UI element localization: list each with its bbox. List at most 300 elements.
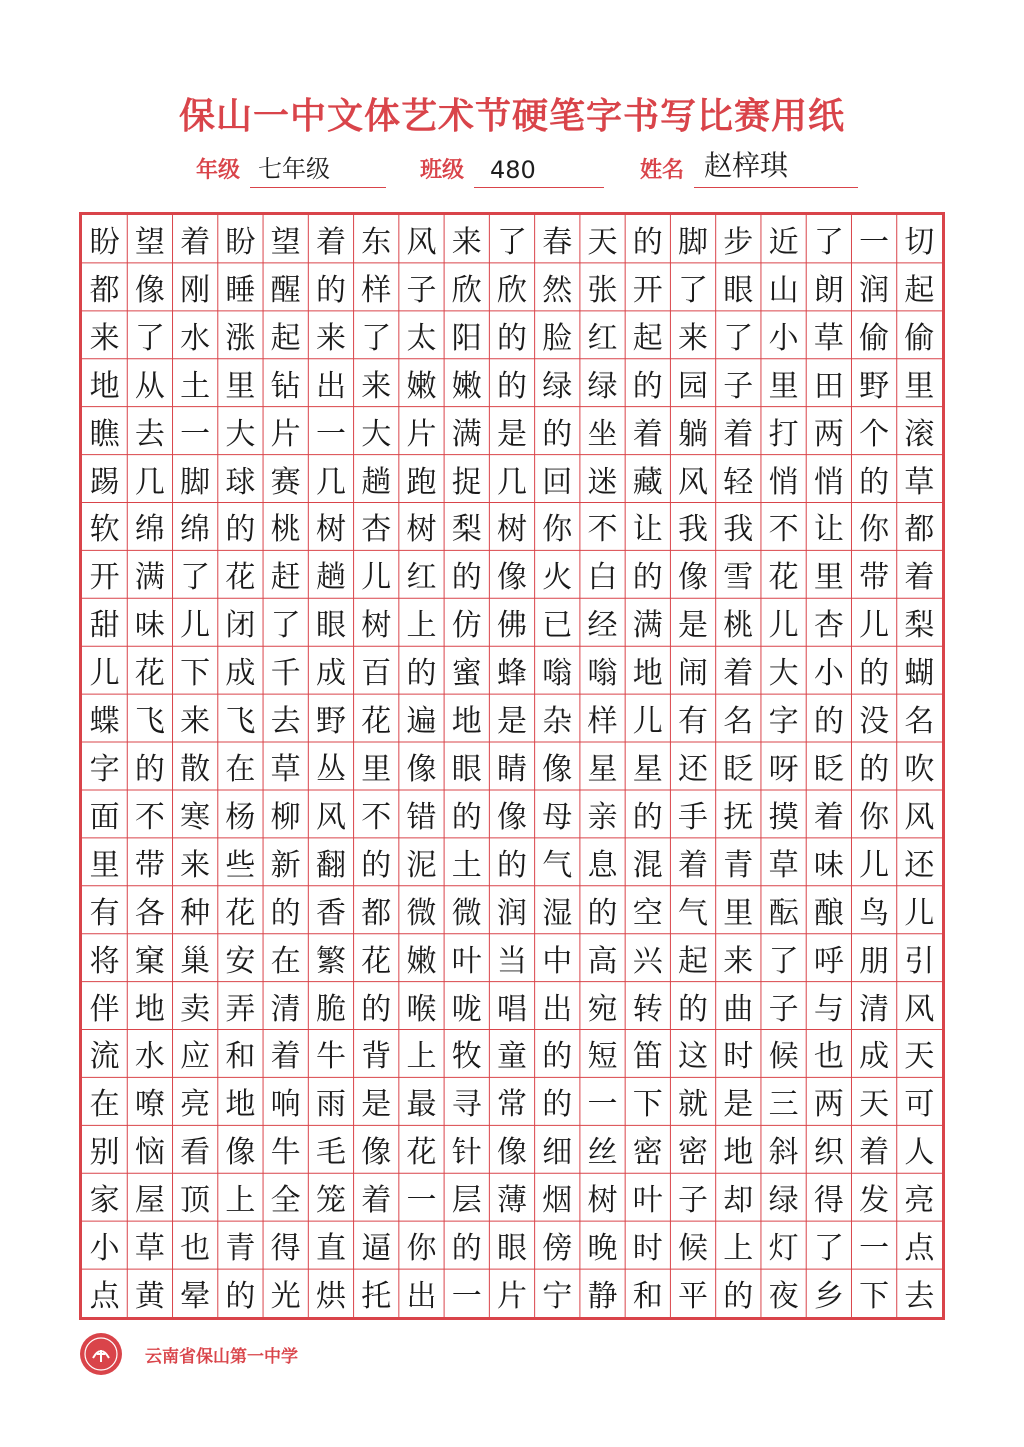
grid-character: 像: [496, 799, 527, 835]
grid-character: 微: [406, 895, 437, 931]
grid-character: 的: [723, 1279, 754, 1315]
grid-character: 常: [496, 1087, 527, 1123]
grid-character: 轻: [723, 464, 754, 500]
grid-character: 的: [451, 799, 482, 835]
grid-character: 雨: [315, 1087, 346, 1123]
grid-character: 着: [678, 847, 709, 883]
grid-character: 天: [859, 1087, 890, 1123]
grid-character: 里: [89, 847, 120, 883]
grid-character: 了: [813, 1231, 844, 1267]
grid-character: 点: [904, 1231, 935, 1267]
grid-character: 乡: [813, 1279, 844, 1315]
grid-character: 安: [225, 943, 256, 979]
grid-character: 钻: [270, 368, 301, 404]
grid-character: 园: [678, 368, 709, 404]
grid-character: 高: [587, 943, 618, 979]
grid-character: 名: [904, 704, 935, 740]
class-underline: [474, 187, 604, 188]
grid-character: 树: [406, 512, 437, 548]
grid-character: 来: [89, 320, 120, 356]
grid-character: 花: [225, 560, 256, 596]
grid-character: 飞: [225, 704, 256, 740]
grid-character: 满: [451, 416, 482, 452]
grid-character: 层: [451, 1183, 482, 1219]
grid-character: 朗: [813, 272, 844, 308]
grid-character: 小: [813, 656, 844, 692]
grid-character: 土: [451, 847, 482, 883]
grid-character: 地: [723, 1135, 754, 1171]
grid-character: 丛: [315, 751, 346, 787]
grid-character: 着: [859, 1135, 890, 1171]
grid-character: 地: [451, 704, 482, 740]
grid-character: 迷: [587, 464, 618, 500]
grid-character: 阳: [451, 320, 482, 356]
grid-character: 的: [496, 847, 527, 883]
grid-character: 响: [270, 1087, 301, 1123]
grid-character: 的: [225, 1279, 256, 1315]
grid-character: 也: [180, 1231, 211, 1267]
grid-character: 针: [451, 1135, 482, 1171]
grid-character: 当: [496, 943, 527, 979]
grid-character: 顶: [180, 1183, 211, 1219]
grid-character: 儿: [859, 847, 890, 883]
grid-character: 是: [678, 608, 709, 644]
grid-character: 梨: [904, 608, 935, 644]
grid-character: 了: [723, 320, 754, 356]
name-label: 姓名: [640, 158, 685, 183]
grid-character: 的: [632, 368, 663, 404]
grid-character: 嫩: [451, 368, 482, 404]
grid-character: 梨: [451, 512, 482, 548]
grid-character: 我: [678, 512, 709, 548]
grid-character: 带: [859, 560, 890, 596]
grid-character: 的: [632, 560, 663, 596]
grid-character: 混: [632, 847, 663, 883]
grid-character: 还: [678, 751, 709, 787]
grid-character: 错: [406, 799, 437, 835]
grid-character: 让: [632, 512, 663, 548]
grid-character: 润: [859, 272, 890, 308]
grid-character: 没: [859, 704, 890, 740]
grid-character: 候: [768, 1039, 799, 1075]
grid-character: 下: [180, 656, 211, 692]
grid-character: 嫩: [406, 368, 437, 404]
grid-character: 背: [361, 1039, 392, 1075]
grid-character: 几: [315, 464, 346, 500]
grid-character: 的: [270, 895, 301, 931]
grid-character: 的: [361, 847, 392, 883]
grid-character: 着: [723, 416, 754, 452]
grid-character: 有: [89, 895, 120, 931]
grid-character: 成: [859, 1039, 890, 1075]
grid-character: 寻: [451, 1087, 482, 1123]
grid-character: 薄: [496, 1183, 527, 1219]
grid-character: 欣: [496, 272, 527, 308]
grid-character: 转: [632, 991, 663, 1027]
grid-character: 恼: [134, 1135, 165, 1171]
grid-character: 像: [678, 560, 709, 596]
grid-character: 空: [632, 895, 663, 931]
grid-character: 风: [406, 224, 437, 260]
grid-character: 亮: [904, 1183, 935, 1219]
grid-character: 的: [542, 416, 573, 452]
grid-character: 土: [180, 368, 211, 404]
grid-character: 两: [813, 1087, 844, 1123]
grid-character: 丝: [587, 1135, 618, 1171]
grid-character: 花: [768, 560, 799, 596]
grid-character: 蝶: [89, 704, 120, 740]
grid-character: 地: [225, 1087, 256, 1123]
grid-character: 着: [361, 1183, 392, 1219]
grid-character: 地: [89, 368, 120, 404]
grid-character: 儿: [904, 895, 935, 931]
grid-character: 窠: [134, 943, 165, 979]
grid-character: 着: [180, 224, 211, 260]
grid-character: 蜂: [496, 656, 527, 692]
grid-character: 涨: [225, 320, 256, 356]
grid-character: 下: [632, 1087, 663, 1123]
grid-character: 张: [587, 272, 618, 308]
grid-character: 草: [904, 464, 935, 500]
grid-character: 晕: [180, 1279, 211, 1315]
grid-character: 眨: [813, 751, 844, 787]
grid-character: 水: [134, 1039, 165, 1075]
grid-character: 开: [89, 560, 120, 596]
grid-character: 嗡: [587, 656, 618, 692]
grid-character: 儿: [361, 560, 392, 596]
grid-character: 亲: [587, 799, 618, 835]
grid-character: 柳: [270, 799, 301, 835]
writing-grid: [79, 212, 945, 1320]
grid-character: 树: [361, 608, 392, 644]
grid-character: 滚: [904, 416, 935, 452]
grid-character: 都: [89, 272, 120, 308]
name-field: [640, 149, 858, 188]
grid-character: 时: [723, 1039, 754, 1075]
grid-character: 地: [134, 991, 165, 1027]
grid-character: 了: [813, 224, 844, 260]
grid-character: 从: [134, 368, 165, 404]
grade-underline: [250, 187, 386, 188]
grid-character: 里: [768, 368, 799, 404]
grid-character: 的: [451, 560, 482, 596]
grid-character: 有: [678, 704, 709, 740]
grid-character: 来: [678, 320, 709, 356]
grid-character: 的: [632, 224, 663, 260]
grid-character: 起: [678, 943, 709, 979]
grid-character: 大: [768, 656, 799, 692]
grid-character: 天: [904, 1039, 935, 1075]
grid-character: 点: [89, 1279, 120, 1315]
grid-character: 像: [134, 272, 165, 308]
grid-character: 别: [89, 1135, 120, 1171]
grid-character: 打: [768, 416, 799, 452]
grid-character: 上: [225, 1183, 256, 1219]
grid-character: 花: [225, 895, 256, 931]
grid-character: 密: [678, 1135, 709, 1171]
grid-character: 叶: [632, 1183, 663, 1219]
grid-character: 咙: [451, 991, 482, 1027]
grid-character: 是: [361, 1087, 392, 1123]
grid-character: 一: [859, 224, 890, 260]
grid-character: 仿: [451, 608, 482, 644]
grid-character: 里: [225, 368, 256, 404]
grid-character: 时: [632, 1231, 663, 1267]
grid-character: 吹: [904, 751, 935, 787]
grid-character: 下: [859, 1279, 890, 1315]
grid-character: 绿: [587, 368, 618, 404]
grid-character: 着: [632, 416, 663, 452]
grid-character: 细: [542, 1135, 573, 1171]
grid-character: 得: [813, 1183, 844, 1219]
grid-character: 百: [361, 656, 392, 692]
grid-character: 来: [451, 224, 482, 260]
grid-character: 花: [134, 656, 165, 692]
grid-character: 星: [632, 751, 663, 787]
grid-character: 经: [587, 608, 618, 644]
grid-character: 嘹: [134, 1087, 165, 1123]
grid-character: 桃: [723, 608, 754, 644]
grid-character: 巢: [180, 943, 211, 979]
grid-character: 绿: [542, 368, 573, 404]
grid-character: 一: [406, 1183, 437, 1219]
school-name: 云南省保山第一中学: [145, 1347, 298, 1367]
grid-character: 上: [723, 1231, 754, 1267]
grid-character: 酝: [768, 895, 799, 931]
grid-character: 树: [496, 512, 527, 548]
grid-character: 杂: [542, 704, 573, 740]
grid-character: 牛: [270, 1135, 301, 1171]
grid-character: 草: [768, 847, 799, 883]
grid-character: 偷: [859, 320, 890, 356]
grid-character: 鸟: [859, 895, 890, 931]
grade-field: [196, 152, 386, 188]
grid-character: 眼: [723, 272, 754, 308]
grid-character: 应: [180, 1039, 211, 1075]
grid-character: 和: [632, 1279, 663, 1315]
grid-character: 嫩: [406, 943, 437, 979]
grid-character: 绿: [768, 1183, 799, 1219]
grid-character: 白: [587, 560, 618, 596]
grid-character: 这: [678, 1039, 709, 1075]
grid-character: 得: [270, 1231, 301, 1267]
grid-character: 一: [180, 416, 211, 452]
grid-character: 脸: [542, 320, 573, 356]
grid-character: 火: [542, 560, 573, 596]
grid-character: 子: [768, 991, 799, 1027]
grid-character: 的: [632, 799, 663, 835]
grid-character: 的: [542, 1039, 573, 1075]
grid-character: 寒: [180, 799, 211, 835]
grid-character: 最: [406, 1087, 437, 1123]
grid-character: 里: [813, 560, 844, 596]
grid-character: 湿: [542, 895, 573, 931]
grid-character: 你: [859, 799, 890, 835]
grid-character: 不: [768, 512, 799, 548]
grid-character: 起: [632, 320, 663, 356]
grid-character: 捉: [451, 464, 482, 500]
grid-character: 和: [225, 1039, 256, 1075]
grid-character: 的: [587, 895, 618, 931]
grid-character: 带: [134, 847, 165, 883]
grid-character: 上: [406, 1039, 437, 1075]
grid-character: 些: [225, 847, 256, 883]
grid-character: 儿: [768, 608, 799, 644]
grid-character: 杏: [361, 512, 392, 548]
grid-character: 里: [361, 751, 392, 787]
grid-character: 小: [89, 1231, 120, 1267]
school-logo: [79, 1332, 123, 1376]
grid-character: 面: [89, 799, 120, 835]
grid-character: 三: [768, 1087, 799, 1123]
grid-character: 了: [270, 608, 301, 644]
grid-character: 着: [270, 1039, 301, 1075]
grid-character: 牛: [315, 1039, 346, 1075]
grid-character: 子: [678, 1183, 709, 1219]
grid-character: 我: [723, 512, 754, 548]
grid-character: 青: [225, 1231, 256, 1267]
grid-character: 烟: [542, 1183, 573, 1219]
grid-character: 飞: [134, 704, 165, 740]
grid-character: 新: [270, 847, 301, 883]
grid-character: 的: [542, 1087, 573, 1123]
grid-character: 桃: [270, 512, 301, 548]
grid-character: 青: [723, 847, 754, 883]
grid-character: 脆: [315, 991, 346, 1027]
grid-character: 地: [632, 656, 663, 692]
grid-character: 也: [813, 1039, 844, 1075]
grid-character: 儿: [180, 608, 211, 644]
grid-character: 斜: [768, 1135, 799, 1171]
grid-character: 大: [361, 416, 392, 452]
grid-character: 眼: [451, 751, 482, 787]
grid-character: 蜜: [451, 656, 482, 692]
grid-character: 几: [496, 464, 527, 500]
grid-character: 像: [406, 751, 437, 787]
grid-character: 的: [361, 991, 392, 1027]
grid-character: 不: [361, 799, 392, 835]
grid-character: 笛: [632, 1039, 663, 1075]
grid-character: 都: [904, 512, 935, 548]
grid-character: 出: [406, 1279, 437, 1315]
grid-character: 光: [270, 1279, 301, 1315]
grid-character: 傍: [542, 1231, 573, 1267]
grid-character: 树: [315, 512, 346, 548]
grid-character: 红: [406, 560, 437, 596]
grid-character: 清: [270, 991, 301, 1027]
grid-character: 杏: [813, 608, 844, 644]
grid-character: 脚: [180, 464, 211, 500]
grid-character: 切: [904, 224, 935, 260]
grid-character: 野: [315, 704, 346, 740]
class-label: 班级: [420, 158, 465, 183]
grid-character: 星: [587, 751, 618, 787]
grid-character: 赶: [270, 560, 301, 596]
grid-character: 的: [451, 1231, 482, 1267]
grid-character: 去: [134, 416, 165, 452]
grid-character: 躺: [678, 416, 709, 452]
grid-character: 了: [768, 943, 799, 979]
grid-character: 摸: [768, 799, 799, 835]
grid-character: 草: [270, 751, 301, 787]
grid-character: 眼: [315, 608, 346, 644]
grid-character: 上: [406, 608, 437, 644]
grade-label: 年级: [196, 158, 241, 183]
grid-character: 藏: [632, 464, 663, 500]
grid-character: 闭: [225, 608, 256, 644]
grid-character: 千: [270, 656, 301, 692]
grid-character: 润: [496, 895, 527, 931]
grid-character: 望: [270, 224, 301, 260]
grid-character: 灯: [768, 1231, 799, 1267]
grid-character: 满: [134, 560, 165, 596]
grid-character: 几: [134, 464, 165, 500]
grid-character: 望: [134, 224, 165, 260]
grid-character: 球: [225, 464, 256, 500]
grid-character: 与: [813, 991, 844, 1027]
grid-character: 一: [315, 416, 346, 452]
grid-character: 盼: [89, 224, 120, 260]
grid-character: 的: [813, 704, 844, 740]
grid-character: 朋: [859, 943, 890, 979]
grid-character: 弄: [225, 991, 256, 1027]
grid-character: 看: [180, 1135, 211, 1171]
grid-character: 儿: [859, 608, 890, 644]
grid-character: 微: [451, 895, 482, 931]
grid-character: 树: [587, 1183, 618, 1219]
grid-character: 片: [496, 1279, 527, 1315]
grid-character: 起: [270, 320, 301, 356]
grid-character: 喉: [406, 991, 437, 1027]
grid-character: 却: [723, 1183, 754, 1219]
grid-character: 曲: [723, 991, 754, 1027]
grid-character: 开: [632, 272, 663, 308]
grid-character: 宁: [542, 1279, 573, 1315]
grid-character: 是: [496, 416, 527, 452]
grid-character: 就: [678, 1087, 709, 1123]
grid-character: 了: [678, 272, 709, 308]
grid-character: 像: [542, 751, 573, 787]
grid-character: 字: [89, 751, 120, 787]
grid-character: 水: [180, 320, 211, 356]
grid-character: 繁: [315, 943, 346, 979]
grid-character: 刚: [180, 272, 211, 308]
grid-character: 像: [225, 1135, 256, 1171]
grid-character: 成: [315, 656, 346, 692]
grid-character: 甜: [89, 608, 120, 644]
grid-character: 子: [406, 272, 437, 308]
grid-character: 人: [904, 1135, 935, 1171]
grid-character: 来: [180, 704, 211, 740]
grid-character: 像: [496, 560, 527, 596]
grid-character: 中: [542, 943, 573, 979]
grid-character: 绵: [134, 512, 165, 548]
grid-character: 屋: [134, 1183, 165, 1219]
grade-value: 七年级: [258, 155, 330, 183]
grid-character: 睛: [496, 751, 527, 787]
grid-character: 子: [723, 368, 754, 404]
grid-character: 草: [813, 320, 844, 356]
grid-character: 卖: [180, 991, 211, 1027]
grid-character: 春: [542, 224, 573, 260]
grid-character: 偷: [904, 320, 935, 356]
grid-character: 气: [542, 847, 573, 883]
grid-character: 趟: [361, 464, 392, 500]
grid-character: 盼: [225, 224, 256, 260]
grid-character: 的: [406, 656, 437, 692]
grid-character: 绵: [180, 512, 211, 548]
grid-character: 个: [859, 416, 890, 452]
